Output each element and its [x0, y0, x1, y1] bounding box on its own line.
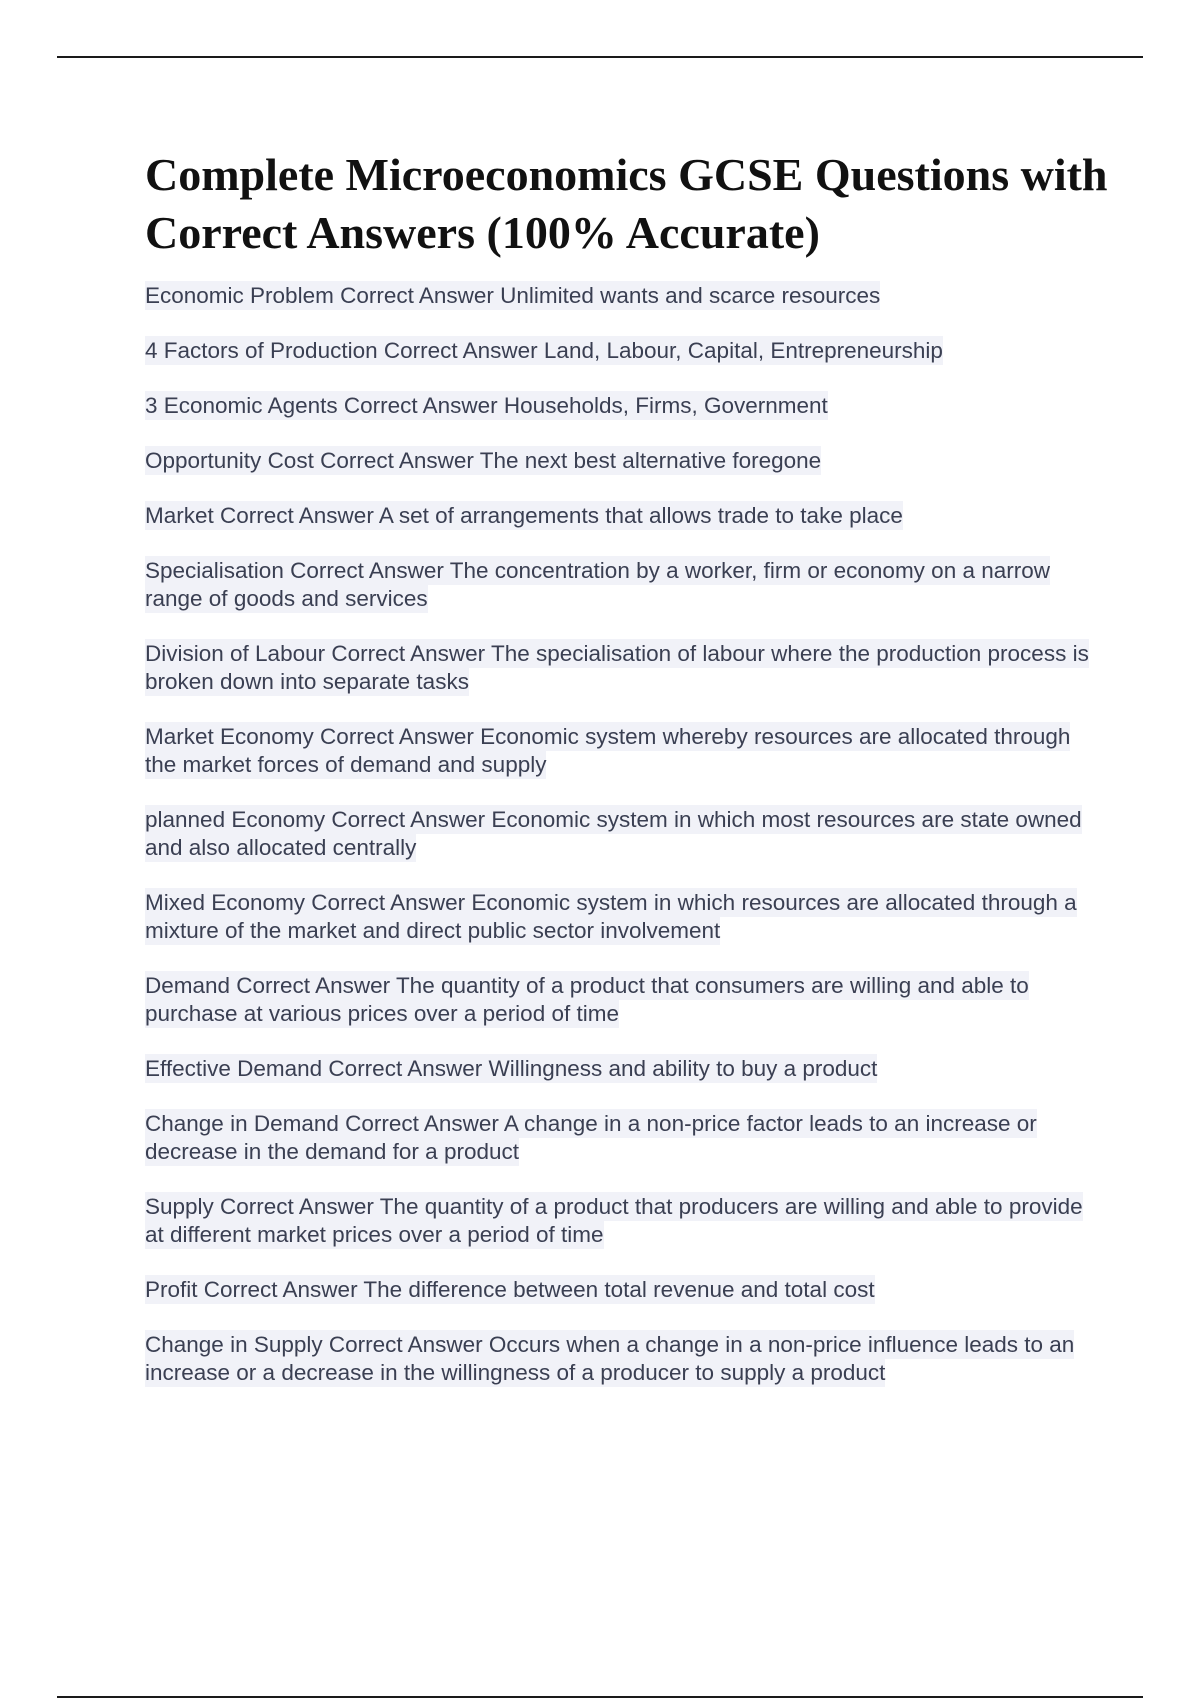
document-title: Complete Microeconomics GCSE Questions with Correct Answers (100% Accurate)	[145, 149, 1108, 258]
qa-text: Division of Labour Correct Answer The specialisation of labour where the production process is broken down into separate tasks	[145, 641, 1089, 694]
qa-item	[145, 1110, 1095, 1166]
qa-item	[145, 1193, 1095, 1249]
qa-item	[145, 1331, 1095, 1387]
header-rule	[57, 56, 1143, 58]
qa-text: Market Correct Answer A set of arrangements that allows trade to take place	[145, 503, 903, 528]
qa-text: 3 Economic Agents Correct Answer Households, Firms, Government	[145, 393, 828, 418]
qa-item	[145, 1276, 1095, 1304]
qa-item	[145, 557, 1095, 613]
qa-text: Specialisation Correct Answer The concentration by a worker, firm or economy on a narrow range of goods and services	[145, 558, 1050, 611]
qa-text: Profit Correct Answer The difference between total revenue and total cost	[145, 1277, 875, 1302]
qa-item	[145, 640, 1095, 696]
qa-text: Demand Correct Answer The quantity of a product that consumers are willing and able to purchase at various prices over a period of time	[145, 973, 1029, 1026]
qa-item	[145, 1055, 1095, 1083]
qa-item	[145, 806, 1095, 862]
qa-item	[145, 502, 1095, 530]
qa-text: Change in Supply Correct Answer Occurs when a change in a non-price influence leads to an increase or a decrease in the willingness of a producer to supply a product	[145, 1332, 1075, 1385]
qa-text: Market Economy Correct Answer Economic system whereby resources are allocated through the market forces of demand and supply	[145, 724, 1071, 777]
qa-text: Economic Problem Correct Answer Unlimited wants and scarce resources	[145, 283, 881, 308]
qa-list	[145, 282, 1095, 1414]
qa-text: 4 Factors of Production Correct Answer Land, Labour, Capital, Entrepreneurship	[145, 338, 943, 363]
qa-item	[145, 972, 1095, 1028]
qa-item	[145, 447, 1095, 475]
qa-text: Effective Demand Correct Answer Willingness and ability to buy a product	[145, 1056, 878, 1081]
qa-text: Mixed Economy Correct Answer Economic system in which resources are allocated through a mixture of the market and direct public sector involvement	[145, 890, 1077, 943]
qa-item	[145, 889, 1095, 945]
qa-text: planned Economy Correct Answer Economic system in which most resources are state owned and also allocated centrally	[145, 807, 1082, 860]
footer-rule	[57, 1696, 1143, 1698]
qa-item	[145, 723, 1095, 779]
qa-item	[145, 392, 1095, 420]
qa-text: Opportunity Cost Correct Answer The next best alternative foregone	[145, 448, 822, 473]
qa-item	[145, 282, 1095, 310]
qa-text: Change in Demand Correct Answer A change in a non-price factor leads to an increase or decrease in the demand for a product	[145, 1111, 1037, 1164]
qa-text: Supply Correct Answer The quantity of a product that producers are willing and able to provide at different market prices over a period of time	[145, 1194, 1083, 1247]
qa-item	[145, 337, 1095, 365]
